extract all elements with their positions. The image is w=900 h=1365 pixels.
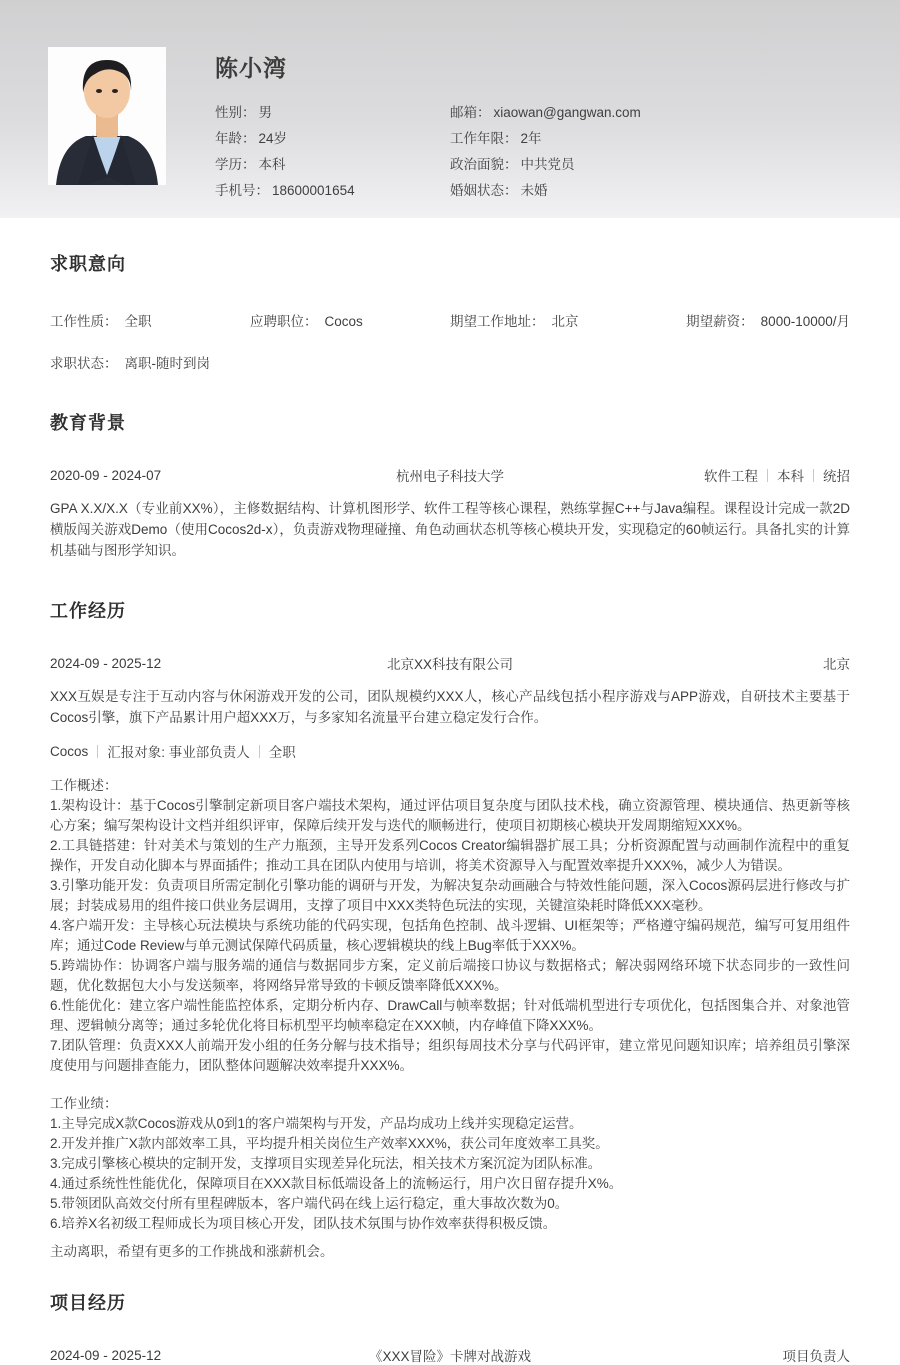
field-political-status (450, 153, 852, 179)
education-period: 2020-09 - 2024-07 (50, 467, 162, 483)
education-major: 软件工程 (704, 469, 758, 484)
section-work-experience (50, 597, 850, 1262)
overview-item: 2.工具链搭建：针对美术与策划的生产力瓶颈，主导开发系列Cocos Creator编辑器扩展工具；分析资源配置与动画制作流程中的重复操作，开发自动化脚本与界面插件；推动工具在团队内使用与培训，将美术资源导入与配置效率提升XXX%，减少人为错误。 (50, 838, 850, 873)
field-value: 18600001654 (272, 183, 355, 198)
field-value: xiaowan@gangwan.com (493, 105, 641, 120)
intent-value: 全职 (124, 314, 152, 329)
field-value: 男 (258, 105, 272, 120)
intent-label: 工作性质： (50, 314, 118, 329)
divider (97, 745, 98, 758)
work-meta-position: Cocos (50, 743, 89, 759)
candidate-name: 陈小湾 (215, 55, 287, 81)
intent-location (450, 310, 676, 330)
field-label: 学历： (215, 157, 256, 172)
divider (259, 745, 260, 758)
intent-position (250, 310, 450, 330)
achievement-item: 5.带领团队高效交付所有里程碑版本，客户端代码在线上运行稳定，重大事故次数为0。 (50, 1196, 569, 1211)
field-value: 未婚 (520, 183, 548, 198)
field-gender (215, 101, 450, 127)
field-label: 政治面貌： (450, 157, 518, 172)
intent-job-type (50, 310, 250, 330)
work-meta-report-to: 汇报对象: 事业部负责人 (107, 745, 250, 760)
intent-value: Cocos (324, 314, 363, 329)
work-company: 北京XX科技有限公司 (386, 657, 513, 672)
profile-info-grid (215, 101, 852, 205)
intent-status (50, 352, 850, 372)
intent-label: 求职状态： (50, 356, 118, 371)
work-meta-row (50, 741, 850, 761)
field-label: 性别： (215, 105, 256, 120)
overview-item: 7.团队管理：负责XXX人前端开发小组的任务分解与技术指导；组织每周技术分享与代码评审，建立常见问题知识库；培养组员引擎深度使用与问题排查能力，团队整体问题解决效率提升XXX%。 (50, 1038, 850, 1073)
work-overview-label: 工作概述： (50, 778, 118, 793)
overview-item: 3.引擎功能开发：负责项目所需定制化引擎功能的调研与开发，为解决复杂动画融合与特效性能问题，深入Cocos源码层进行修改与扩展；封装成易用的组件接口供业务层调用，支撑了项目中XXX类特色玩法的实现，关键渲染耗时降低XXX毫秒。 (50, 878, 850, 913)
work-overview-list (50, 796, 850, 1076)
overview-item: 5.跨端协作：协调客户端与服务端的通信与数据同步方案，定义前后端接口协议与数据格式；解决弱网络环境下状态同步的一致性问题，优化数据包大小与发送频率，将网络异常导致的卡顿反馈率降低XXX%。 (50, 958, 850, 993)
work-row (50, 653, 850, 673)
company-description: XXX互娱是专注于互动内容与休闲游戏开发的公司，团队规模约XXX人，核心产品线包括小程序游戏与APP游戏，自研技术主要基于Cocos引擎，旗下产品累计用户超XXX万，与多家知名流量平台建立稳定发行合作。 (50, 689, 850, 725)
field-work-years (450, 127, 852, 153)
job-intent-row (50, 310, 850, 330)
section-job-intent (50, 250, 850, 372)
divider (813, 469, 814, 482)
section-project-experience (50, 1289, 850, 1365)
section-title-education: 教育背景 (50, 413, 126, 433)
field-phone (215, 179, 450, 205)
education-tags (615, 465, 850, 485)
profile-photo (48, 47, 166, 185)
achievement-item: 6.培养X名初级工程师成长为项目核心开发，团队技术氛围与协作效率获得积极反馈。 (50, 1216, 557, 1231)
project-name: 《XXX冒险》卡牌对战游戏 (368, 1349, 531, 1364)
field-label: 婚姻状态： (450, 183, 518, 198)
field-value: 2年 (520, 131, 542, 146)
intent-label: 期望薪资： (686, 314, 754, 329)
project-row (50, 1345, 850, 1365)
field-label: 年龄： (215, 131, 256, 146)
profile-photo-illustration (48, 47, 166, 185)
education-description: GPA X.X/X.X（专业前XX%），主修数据结构、计算机图形学、软件工程等核心课程，熟练掌握C++与Java编程。课程设计完成一款2D横版闯关游戏Demo（使用Cocos2d-x），负责游戏物理碰撞、角色动画状态机等核心模块开发，实现稳定的60帧运行。具备扎实的计算机基础与图形学知识。 (50, 501, 850, 558)
resume-content (0, 250, 900, 1365)
field-value: 24岁 (258, 131, 288, 146)
field-education (215, 153, 450, 179)
divider (767, 469, 768, 482)
intent-label: 期望工作地址： (450, 314, 545, 329)
achievement-item: 2.开发并推广X款内部效率工具，平均提升相关岗位生产效率XXX%，获公司年度效率工具奖。 (50, 1136, 609, 1151)
intent-label: 应聘职位： (250, 314, 318, 329)
project-role: 项目负责人 (782, 1349, 850, 1364)
section-title-work: 工作经历 (50, 601, 126, 621)
work-location: 北京 (823, 657, 850, 672)
intent-value: 北京 (551, 314, 579, 329)
section-title-project: 项目经历 (50, 1293, 126, 1313)
education-enroll-type: 统招 (823, 469, 850, 484)
field-marital-status (450, 179, 852, 205)
field-email (450, 101, 852, 127)
overview-item: 1.架构设计：基于Cocos引擎制定新项目客户端技术架构，通过评估项目复杂度与团队技术栈，确立资源管理、模块通信、热更新等核心方案；编写架构设计文档并组织评审，保障后续开发与迭代的顺畅进行，使项目初期核心模块开发周期缩短XXX%。 (50, 798, 850, 833)
achievement-item: 4.通过系统性性能优化，保障项目在XXX款目标低端设备上的流畅运行，用户次日留存提升X%。 (50, 1176, 623, 1191)
field-value: 本科 (258, 157, 286, 172)
education-degree: 本科 (777, 469, 804, 484)
section-title-job-intent: 求职意向 (50, 254, 126, 274)
education-row (50, 465, 850, 485)
field-value: 中共党员 (520, 157, 575, 172)
intent-value: 8000-10000/月 (760, 314, 850, 329)
intent-value: 离职-随时到岗 (124, 356, 210, 371)
overview-item: 6.性能优化：建立客户端性能监控体系，定期分析内存、DrawCall与帧率数据；针对低端机型进行专项优化，包括图集合并、对象池管理、逻辑帧分离等；通过多轮优化将目标机型平均帧率稳定在XXX帧，内存峰值下降XXX%。 (50, 998, 850, 1033)
field-label: 手机号： (215, 183, 269, 198)
work-period: 2024-09 - 2025-12 (50, 655, 162, 671)
intent-salary (676, 310, 850, 330)
header-profile-fields (215, 47, 852, 218)
achievement-item: 1.主导完成X款Cocos游戏从0到1的客户端架构与开发，产品均成功上线并实现稳定运营。 (50, 1116, 583, 1131)
work-achievements-list (50, 1114, 850, 1234)
resume-header (0, 0, 900, 218)
leave-reason: 主动离职，希望有更多的工作挑战和涨薪机会。 (50, 1244, 334, 1259)
field-label: 工作年限： (450, 131, 518, 146)
work-meta-job-type: 全职 (268, 745, 296, 760)
field-age (215, 127, 450, 153)
section-education (50, 409, 850, 561)
field-label: 邮箱： (450, 105, 491, 120)
project-period: 2024-09 - 2025-12 (50, 1347, 162, 1363)
education-school: 杭州电子科技大学 (396, 469, 504, 484)
work-achievements-label: 工作业绩： (50, 1096, 118, 1111)
overview-item: 4.客户端开发：主导核心玩法模块与系统功能的代码实现，包括角色控制、战斗逻辑、UI框架等；严格遵守编码规范，编写可复用组件库；通过Code Review与单元测试保障代码质量，核心逻辑模块的线上Bug率低于XXX%。 (50, 918, 850, 953)
achievement-item: 3.完成引擎核心模块的定制开发，支撑项目实现差异化玩法，相关技术方案沉淀为团队标准。 (50, 1156, 602, 1171)
